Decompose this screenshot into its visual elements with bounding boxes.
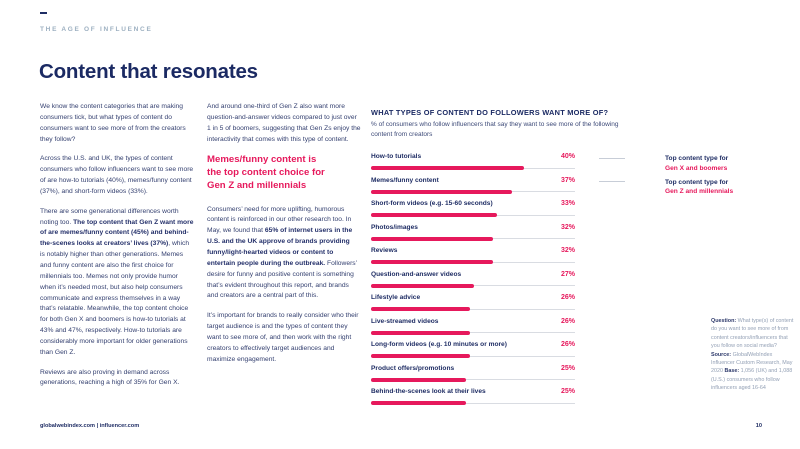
- bar-label: Reviews: [371, 247, 398, 254]
- chart-row: [371, 315, 575, 339]
- chart-title: WHAT TYPES OF CONTENT DO FOLLOWERS WANT MORE OF?: [371, 108, 609, 117]
- bar-fill: [371, 260, 493, 264]
- bar-label: How-to tutorials: [371, 153, 422, 160]
- bar-value: 26%: [560, 317, 575, 325]
- bar-track: [371, 307, 575, 311]
- bar-chart: [371, 150, 575, 409]
- bar-fill: [371, 331, 470, 335]
- bold-text: 65% of internet users in the U.S. and the UK approve of brands providing funny/light-hearted videos or content to entertain people during the outbreak.: [207, 227, 353, 267]
- bold-text: Question:: [711, 318, 737, 324]
- bar-track: [371, 213, 575, 217]
- bar-value: 27%: [560, 270, 575, 278]
- chart-row: [371, 362, 575, 386]
- bar-fill: [371, 166, 524, 170]
- chart-row: [371, 268, 575, 292]
- chart-row: [371, 221, 575, 245]
- bar-fill: [371, 237, 493, 241]
- bar-label: Product offers/promotions: [371, 364, 455, 372]
- bold-text: Source:: [711, 351, 732, 358]
- paragraph: [40, 102, 194, 145]
- bar-label: Short-form videos (e.g. 15-60 seconds): [371, 200, 493, 207]
- bar-track: [371, 166, 575, 170]
- bar-value: 33%: [560, 200, 575, 207]
- bar-fill: [371, 190, 512, 194]
- bar-label: Lifestyle advice: [371, 294, 421, 301]
- bar-fill: [371, 401, 466, 405]
- bold-text: Base:: [724, 368, 740, 375]
- text: Across the U.S. and UK, the types of content consumers who follow influencers want to see more of are how-to tutorials (40%), memes/funny content (37%), and short-form videos (33%).: [40, 155, 194, 195]
- bar-value: 32%: [560, 223, 575, 231]
- bar-track: [371, 378, 575, 382]
- bar-fill: [371, 284, 474, 288]
- bar-value: 26%: [560, 341, 575, 348]
- paragraph: [40, 207, 194, 359]
- legend-line-2: Gen X and boomers: [665, 164, 728, 172]
- bar-value: 25%: [560, 388, 575, 395]
- text: What type(s) of content do you want to see more of from content creators/influencers that you follow on social media?: [711, 318, 794, 350]
- text: There are some generational differences worth noting too.: [40, 207, 179, 226]
- legend-line-1: Top content type for: [665, 178, 729, 186]
- paragraph: [207, 102, 361, 145]
- legend-line-2: Gen Z and millennials: [665, 188, 734, 196]
- subhead-line: Memes/funny content is: [207, 154, 317, 166]
- bold-text: The top content that Gen Z want more of are memes/funny content (45%) and behind-the-scenes looks at creators’ lives (37%): [40, 218, 194, 248]
- chart-row: [371, 174, 575, 198]
- column-2-paragraphs-top: [207, 102, 361, 145]
- body-column-1: [40, 102, 194, 398]
- bar-track: [371, 354, 575, 358]
- chart-footnote: [711, 317, 796, 392]
- bar-track: [371, 331, 575, 335]
- text: And around one-third of Gen Z also want more question-and-answer videos compared to just over 1 in 5 of boomers, suggesting that Gen Zs enjoy the interactivity that comes with this type of content.: [207, 103, 361, 143]
- paragraph: [207, 311, 361, 365]
- paragraph: [40, 154, 194, 197]
- legend-connector-dash: [599, 181, 625, 182]
- bar-label: Photos/images: [371, 223, 418, 231]
- bar-track: [371, 190, 575, 194]
- text: Reviews are also proving in demand across generations, reaching a high of 35% for Gen X.: [40, 368, 180, 387]
- bar-label: Question-and-answer videos: [371, 270, 462, 278]
- page-number: 10: [755, 423, 762, 429]
- bar-value: 32%: [560, 247, 575, 254]
- column-2-paragraphs-bottom: [207, 205, 361, 366]
- text: It’s important for brands to really consider who their target audience is and the types of content they want to see more of, and then work with the right creators to effectively target audiences and maximize engagement.: [207, 312, 359, 363]
- page-title: Content that resonates: [39, 60, 258, 83]
- text: We know the content categories that are making consumers tick, but what types of content do consumers want to see more of from the creators they follow?: [40, 103, 186, 143]
- subhead-line: the top content choice for: [207, 167, 325, 179]
- paragraph: [207, 205, 361, 303]
- text: Consumers’ need for more uplifting, humorous content is reinforced in our other research too. In May, we found that: [207, 205, 352, 235]
- footer-links[interactable]: globalwebindex.com | influencer.com: [40, 423, 140, 429]
- chart-row: [371, 244, 575, 268]
- text: , which is notably higher than other generations. Memes and funny content are also the first choice for millennials too. Memes not only provide humor when it’s needed most, but also help consumers communicate and express themselves in a way that’s relatable. Meanwhile, the top content choice for both Gen X and boomers is how-to tutorials at 43% and 47%, respectively. How-to tutorials are considerably more important for older generations than Gen Z.: [40, 240, 190, 356]
- bar-value: 40%: [560, 153, 575, 160]
- bar-fill: [371, 213, 497, 217]
- chart-row: [371, 291, 575, 315]
- bar-fill: [371, 354, 470, 358]
- bar-value: 37%: [560, 176, 575, 184]
- chart-subtitle: % of consumers who follow influencers that say they want to see more of the following content from creators: [371, 121, 619, 138]
- legend-entry: [599, 178, 733, 197]
- text: Followers’ desire for funny and positive content is something that’s evident throughout this report, and brands and creators are a central part of this.: [207, 259, 357, 300]
- chart-row: [371, 197, 575, 221]
- chart-row: [371, 385, 575, 409]
- pull-quote-subhead: [207, 154, 361, 192]
- legend-line-1: Top content type for: [665, 155, 729, 162]
- bar-label: Behind-the-scenes look at their lives: [371, 388, 486, 395]
- header-dash: [40, 12, 47, 14]
- bar-value: 25%: [560, 364, 575, 372]
- bar-label: Memes/funny content: [371, 176, 439, 184]
- bar-track: [371, 237, 575, 241]
- bar-fill: [371, 307, 470, 311]
- bar-track: [371, 260, 575, 264]
- bar-label: Long-form videos (e.g. 10 minutes or more): [371, 341, 507, 348]
- text: GlobalWebIndex Influencer Custom Research, May 2020: [711, 351, 793, 375]
- bar-track: [371, 284, 575, 288]
- bar-fill: [371, 378, 466, 382]
- paragraph: [40, 368, 194, 390]
- bar-label: Live-streamed videos: [371, 317, 439, 325]
- bar-value: 26%: [560, 294, 575, 301]
- subhead-line: Gen Z and millennials: [207, 179, 307, 191]
- legend-connector-dash: [599, 158, 625, 159]
- text: 1,056 (UK) and 1,088 (U.S.) consumers who follow influencers aged 16-64: [711, 368, 793, 391]
- bar-track: [371, 401, 575, 405]
- legend-entry: [599, 154, 728, 173]
- body-column-2: [207, 102, 361, 374]
- report-eyebrow: THE AGE OF INFLUENCE: [40, 26, 153, 33]
- chart-row: [371, 150, 575, 174]
- chart-row: [371, 338, 575, 362]
- column-1-paragraphs: [40, 102, 194, 389]
